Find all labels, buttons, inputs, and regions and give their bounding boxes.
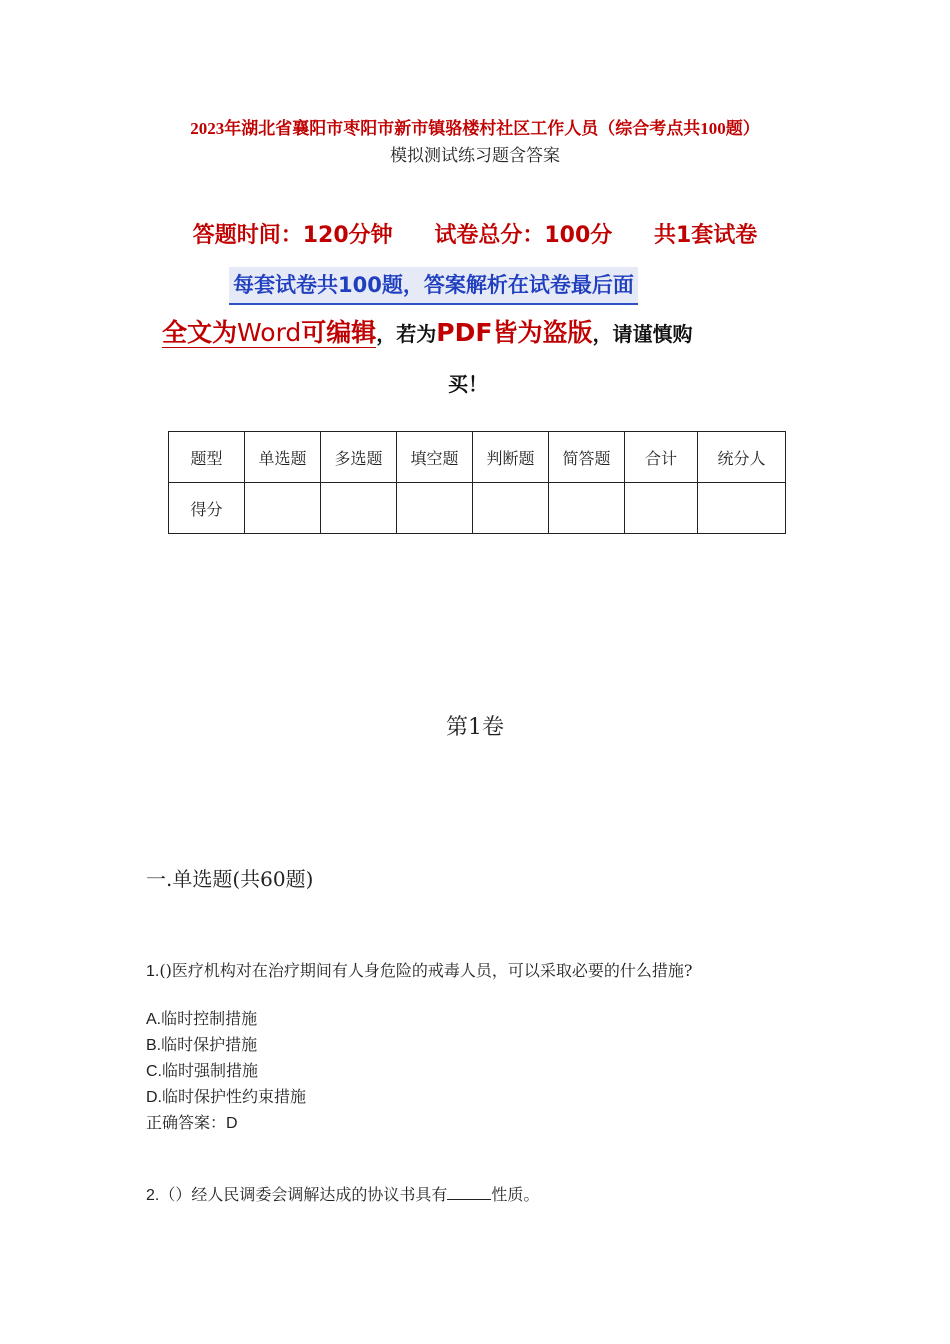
title-line-2: 模拟测试练习题含答案 — [390, 146, 560, 165]
score-table — [168, 431, 786, 534]
correct-answer — [146, 1110, 306, 1136]
answer-value: D — [226, 1115, 238, 1132]
warning-part-6: 请谨慎购 — [612, 322, 693, 346]
exam-info — [60, 218, 890, 249]
volume-heading: 第1卷 — [446, 715, 504, 740]
header-cell-single: 单选题 — [245, 432, 321, 483]
option-letter: C. — [146, 1063, 162, 1080]
score-cell — [549, 483, 625, 534]
option-letter: A. — [146, 1011, 162, 1028]
question-text: ()医疗机构对在治疗期间有人身危险的戒毒人员，可以采取必要的什么措施? — [159, 961, 693, 980]
score-cell — [698, 483, 786, 534]
option-text: 临时控制措施 — [161, 1009, 258, 1028]
option-d — [146, 1084, 306, 1110]
header-cell-multi: 多选题 — [321, 432, 397, 483]
score-row-label: 得分 — [169, 483, 245, 534]
section-heading: 一.单选题(共60题) — [146, 867, 314, 891]
copyright-warning — [162, 312, 692, 354]
answer-notice: 每套试卷共100题，答案解析在试卷最后面 — [229, 267, 638, 305]
question-text-after: 性质。 — [491, 1185, 540, 1204]
header-cell-judge: 判断题 — [473, 432, 549, 483]
document-title — [60, 115, 890, 169]
title-line-1: 2023年湖北省襄阳市枣阳市新市镇骆楼村社区工作人员（综合考点共100题） — [190, 119, 760, 138]
question-1-options — [146, 1006, 306, 1136]
header-cell-grader: 统分人 — [698, 432, 786, 483]
question-number: 2. — [146, 1187, 160, 1204]
option-letter: D. — [146, 1089, 162, 1106]
score-table-score-row — [169, 483, 786, 534]
option-text: 临时保护措施 — [161, 1035, 258, 1054]
warning-word: Word — [237, 318, 302, 347]
option-text: 临时保护性约束措施 — [162, 1087, 307, 1106]
question-2 — [146, 1182, 539, 1205]
option-text: 临时强制措施 — [162, 1061, 259, 1080]
header-cell-total: 合计 — [625, 432, 698, 483]
warning-part-4: 若为 — [396, 322, 437, 346]
score-table-header-row — [169, 432, 786, 483]
warning-part-3: 可编辑 — [301, 318, 377, 347]
exam-sets: 共1套试卷 — [653, 223, 758, 248]
score-cell — [625, 483, 698, 534]
score-cell — [397, 483, 473, 534]
warning-comma-1: ， — [376, 322, 397, 346]
header-cell-fill: 填空题 — [397, 432, 473, 483]
warning-comma-2: ， — [592, 322, 613, 346]
answer-label: 正确答案： — [146, 1113, 227, 1132]
score-cell — [321, 483, 397, 534]
warning-part-1: 全文为 — [162, 318, 238, 347]
answer-blank — [447, 1185, 491, 1200]
header-cell-type: 题型 — [169, 432, 245, 483]
question-1 — [146, 958, 692, 981]
warning-part-7: 买！ — [448, 372, 488, 396]
score-cell — [473, 483, 549, 534]
question-text-before: （）经人民调委会调解达成的协议书具有 — [159, 1185, 448, 1204]
question-number: 1. — [146, 963, 160, 980]
exam-time: 答题时间：120分钟 — [192, 223, 393, 248]
header-cell-short: 简答题 — [549, 432, 625, 483]
option-letter: B. — [146, 1037, 162, 1054]
score-cell — [245, 483, 321, 534]
option-a — [146, 1006, 306, 1032]
option-c — [146, 1058, 306, 1084]
option-b — [146, 1032, 306, 1058]
warning-pdf: PDF皆为盗版 — [436, 318, 593, 347]
exam-total-score: 试卷总分：100分 — [434, 223, 613, 248]
